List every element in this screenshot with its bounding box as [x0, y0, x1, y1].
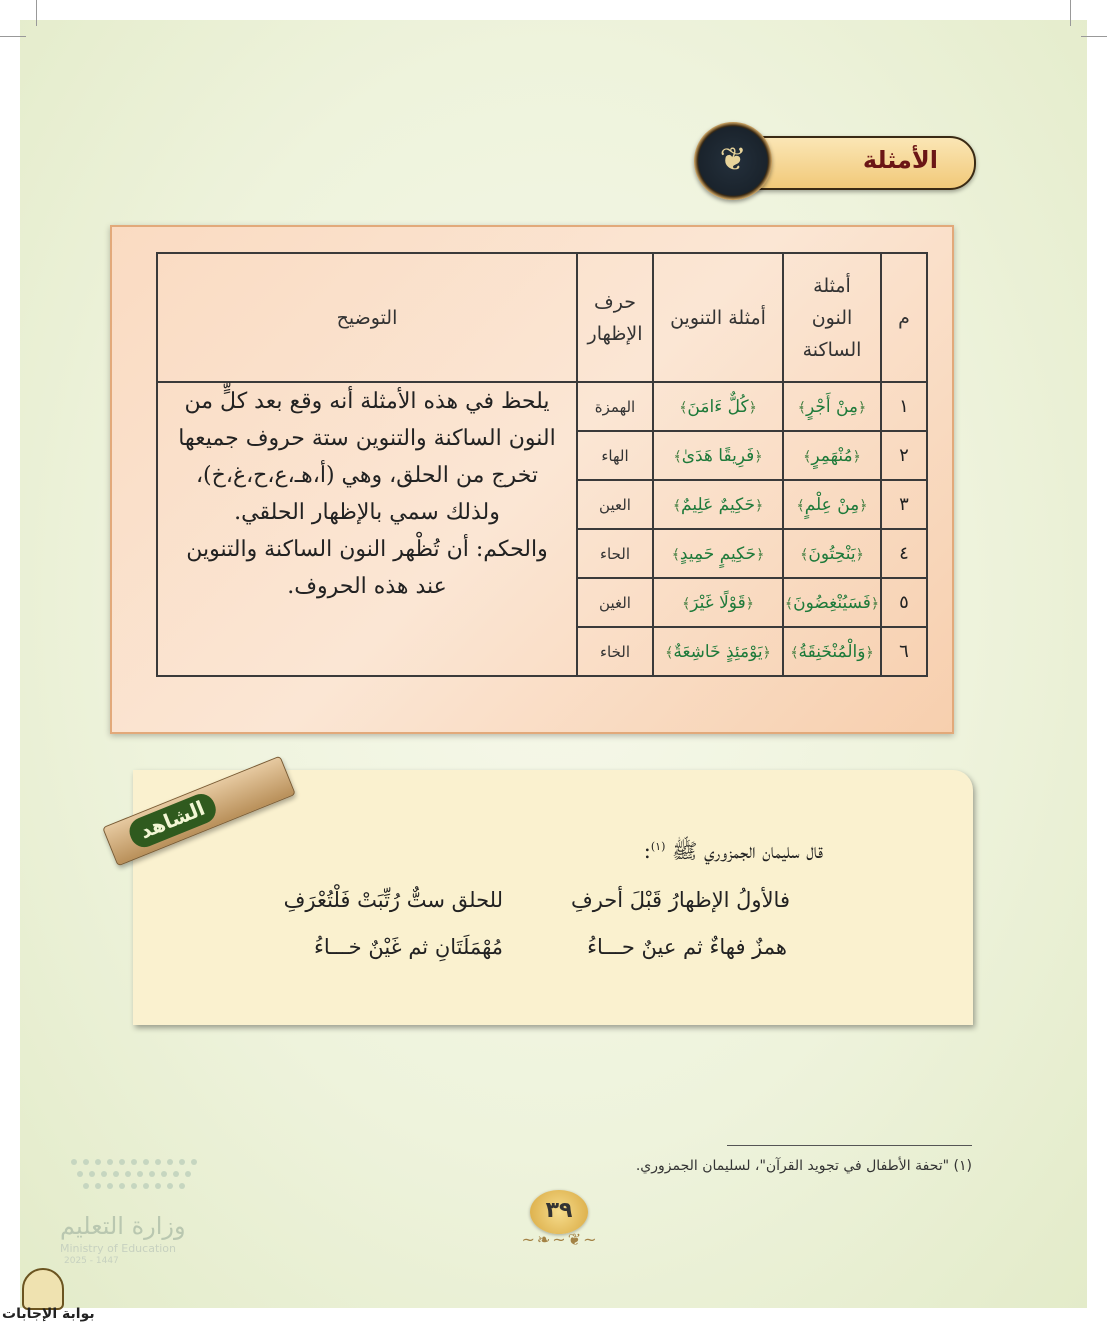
ministry-year: 2025 - 1447	[64, 1256, 119, 1266]
shahid-label: الشاهد	[136, 795, 209, 844]
explanation-line: ولذلك سمي بالإظهار الحلقي.	[234, 500, 500, 525]
header-explanation: التوضيح	[157, 253, 577, 382]
crop-mark	[0, 36, 26, 37]
explanation-line: عند هذه الحروف.	[287, 574, 447, 599]
explanation-line: النون الساكنة والتنوين ستة حروف جميعها	[178, 426, 556, 451]
ministry-english: Ministry of Education	[60, 1242, 177, 1255]
examples-panel	[110, 225, 954, 734]
tanween-example: ﴿فَرِيقًا هَدَىٰ﴾	[653, 431, 783, 480]
izhar-letter: الخاء	[577, 627, 653, 676]
header-noon-line: الساكنة	[802, 338, 862, 361]
noon-example-text: مُنْهَمِرٍ	[811, 445, 853, 466]
tanween-example-text: كُلٌّ ءَامَنَ	[687, 396, 749, 417]
tanween-example-text: يَوْمَئِذٍ خَاشِعَةٌ	[673, 641, 763, 662]
header-noon	[783, 253, 881, 382]
tanween-example-text: قَوْلًا غَيْرَ	[690, 592, 746, 613]
crop-mark	[1081, 36, 1107, 37]
page-number-disc	[530, 1190, 588, 1234]
noon-example-text: فَسَيُنْغِضُونَ	[793, 592, 871, 613]
noon-example: ﴿مِنْ أَجْرٍ﴾	[783, 382, 881, 431]
noon-example-text: وَالْمُنْخَنِقَةُ	[798, 641, 866, 662]
footnote: (١) "تحفة الأطفال في تجويد القرآن"، لسليمان الجمزوري.	[635, 1158, 972, 1174]
header-noon-line: أمثلة	[813, 274, 851, 297]
ministry-logo	[60, 1150, 210, 1280]
izhar-letter: الهمزة	[577, 382, 653, 431]
row-num: ١	[881, 382, 927, 431]
izhar-letter: الحاء	[577, 529, 653, 578]
table-header-row	[157, 253, 927, 382]
noon-example-text: مِنْ عِلْمٍ	[804, 494, 860, 515]
section-header	[674, 120, 978, 202]
page-number: ٣٩	[545, 1198, 573, 1223]
tanween-example-text: فَرِيقًا هَدَىٰ	[681, 445, 755, 466]
lamp-logo-icon	[22, 1268, 64, 1310]
header-num: م	[881, 253, 927, 382]
verse-left-2: مُهْمَلَتَانِ ثم غَيْنٌ خـــاءُ	[313, 935, 503, 959]
table-row	[157, 382, 927, 431]
footnote-ref: (١)	[650, 840, 666, 853]
tanween-example-text: حَكِيمٍ حَمِيدٍ	[679, 543, 757, 564]
header-letter-line: حرف	[594, 290, 636, 313]
header-tanween: أمثلة التنوين	[653, 253, 783, 382]
shahid-intro	[644, 838, 823, 869]
header-noon-line: النون	[811, 306, 853, 329]
grape-vine-emblem-icon	[694, 122, 772, 200]
header-letter-line: الإظهار	[587, 322, 643, 345]
noon-example: ﴿فَسَيُنْغِضُونَ﴾	[783, 578, 881, 627]
noon-example: ﴿مِنْ عِلْمٍ﴾	[783, 480, 881, 529]
noon-example: ﴿وَالْمُنْخَنِقَةُ﴾	[783, 627, 881, 676]
shahid-badge	[125, 790, 220, 852]
row-num: ٣	[881, 480, 927, 529]
izhar-letter: العين	[577, 480, 653, 529]
dots-logo-icon	[64, 1154, 200, 1194]
explanation-cell	[157, 382, 577, 676]
section-title: الأمثلة	[862, 146, 938, 174]
tanween-example: ﴿يَوْمَئِذٍ خَاشِعَةٌ﴾	[653, 627, 783, 676]
row-num: ٢	[881, 431, 927, 480]
row-num: ٥	[881, 578, 927, 627]
row-num: ٦	[881, 627, 927, 676]
site-watermark	[0, 1268, 120, 1328]
examples-table	[156, 252, 928, 677]
ministry-arabic: وزارة التعليم	[60, 1212, 186, 1240]
tanween-example: ﴿كُلٌّ ءَامَنَ﴾	[653, 382, 783, 431]
honorific: ﷺ	[672, 839, 698, 863]
ornament-icon: ~❧~❦~	[521, 1230, 599, 1249]
noon-example-text: يَنْحِتُونَ	[808, 543, 856, 564]
tanween-example-text: حَكِيمٌ عَلِيمٌ	[681, 494, 755, 515]
explanation-line: والحكم: أن تُظْهر النون الساكنة والتنوين	[186, 537, 548, 562]
verse-right-2: همزٌ فهاءٌ ثم عينٌ حـــاءُ	[587, 935, 787, 959]
poet-name: قال سليمان الجمزوري	[704, 839, 823, 863]
tanween-example: ﴿حَكِيمٌ عَلِيمٌ﴾	[653, 480, 783, 529]
header-letter	[577, 253, 653, 382]
shahid-panel	[133, 770, 973, 1025]
explanation-line: يلحظ في هذه الأمثلة أنه وقع بعد كلٍّ من	[184, 389, 550, 414]
tanween-example: ﴿حَكِيمٍ حَمِيدٍ﴾	[653, 529, 783, 578]
site-name: بوابة الإجابات	[2, 1306, 95, 1322]
verse-right-1: فالأولُ الإظهارُ قَبْلَ أحرفِ	[570, 888, 790, 912]
crop-mark	[36, 0, 37, 26]
noon-example: ﴿يَنْحِتُونَ﴾	[783, 529, 881, 578]
grape-glyph-icon: ❦	[719, 140, 747, 178]
row-num: ٤	[881, 529, 927, 578]
tanween-example: ﴿قَوْلًا غَيْرَ﴾	[653, 578, 783, 627]
izhar-letter: الغين	[577, 578, 653, 627]
noon-example: ﴿مُنْهَمِرٍ﴾	[783, 431, 881, 480]
intro-colon: :	[643, 839, 651, 863]
noon-example-text: مِنْ أَجْرٍ	[805, 396, 859, 417]
crop-mark	[1070, 0, 1071, 26]
footnote-rule	[727, 1145, 972, 1146]
izhar-letter: الهاء	[577, 431, 653, 480]
explanation-line: تخرج من الحلق، وهي (أ،هـ،ع،ح،غ،خ)،	[195, 463, 539, 488]
verse-left-1: للحلق ستٌّ رُتِّبَتْ فَلْتُعْرَفِ	[283, 888, 503, 912]
page-number-block	[500, 1190, 620, 1250]
